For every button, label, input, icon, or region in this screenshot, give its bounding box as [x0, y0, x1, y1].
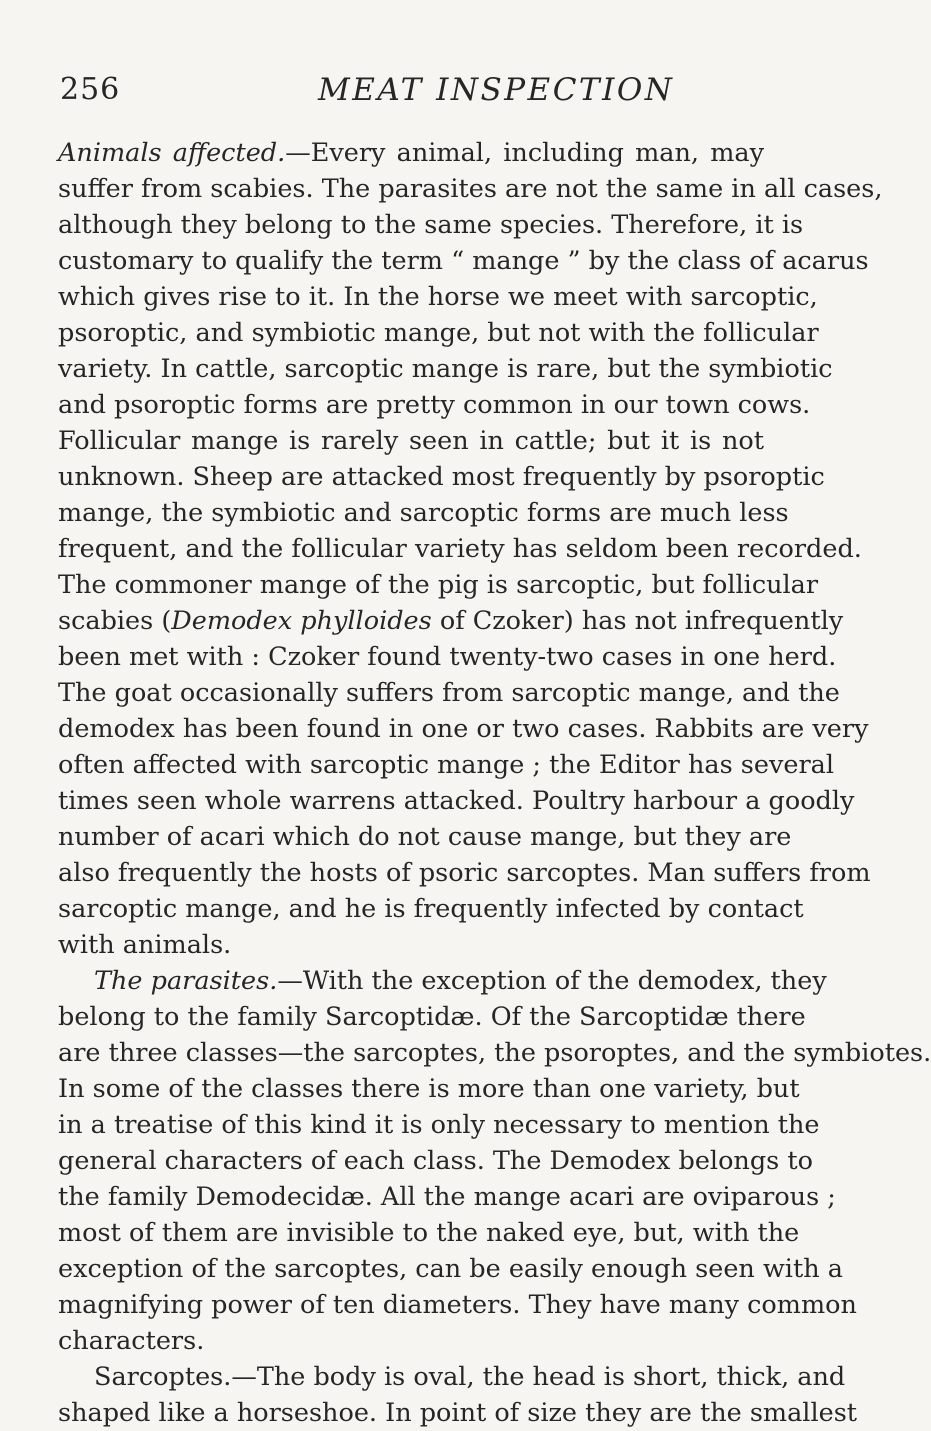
text-run: psoroptic, and symbiotic mange, but not with the follicular — [58, 318, 819, 348]
text-run: with animals. — [58, 930, 232, 960]
text-line — [58, 855, 871, 891]
text-run: customary to qualify the term “ mange ” by the class of acarus — [58, 246, 869, 276]
text-line — [58, 819, 792, 855]
text-line — [58, 1143, 813, 1179]
text-run: general characters of each class. The Demodex belongs to — [58, 1146, 813, 1176]
text-line — [58, 351, 833, 387]
text-line — [58, 387, 811, 423]
text-run: Sarcoptes.—The body is oval, the head is short, thick, and — [94, 1362, 846, 1392]
text-run: although they belong to the same species. Therefore, it is — [58, 210, 804, 240]
text-line — [58, 1179, 836, 1215]
text-line — [58, 1287, 857, 1323]
text-line — [58, 423, 764, 459]
text-line — [58, 1107, 820, 1143]
body-text — [58, 135, 931, 1431]
paragraph — [58, 963, 931, 1359]
text-run: —Every animal, including man, may — [285, 138, 765, 168]
text-run: most of them are invisible to the naked eye, but, with the — [58, 1218, 800, 1248]
text-line — [58, 891, 804, 927]
paragraph — [58, 135, 883, 963]
text-run: sarcoptic mange, and he is frequently infected by contact — [58, 894, 804, 924]
text-line — [58, 459, 825, 495]
text-line — [58, 603, 844, 639]
text-run: In some of the classes there is more than one variety, but — [58, 1074, 800, 1104]
text-run: the family Demodecidæ. All the mange acari are oviparous ; — [58, 1182, 836, 1212]
text-line — [58, 1071, 800, 1107]
text-line — [58, 783, 855, 819]
text-run: demodex has been found in one or two cases. Rabbits are very — [58, 714, 869, 744]
text-run: are three classes—the sarcoptes, the psoroptes, and the symbiotes. — [58, 1038, 931, 1068]
text-line — [58, 279, 818, 315]
text-run: scabies ( — [58, 606, 172, 636]
text-line — [58, 675, 840, 711]
text-line — [58, 243, 869, 279]
text-run: which gives rise to it. In the horse we meet with sarcoptic, — [58, 282, 818, 312]
text-run: suffer from scabies. The parasites are not the same in all cases, — [58, 174, 883, 204]
text-line — [58, 315, 819, 351]
text-run: Follicular mange is rarely seen in cattle; but it is not — [58, 426, 764, 456]
text-line — [58, 747, 835, 783]
paragraph — [58, 1359, 858, 1431]
text-run: magnifying power of ten diameters. They have many common — [58, 1290, 857, 1320]
text-run: belong to the family Sarcoptidæ. Of the Sarcoptidæ there — [58, 1002, 806, 1032]
text-run: shaped like a horseshoe. In point of size they are the smallest — [58, 1398, 858, 1428]
text-line — [58, 711, 869, 747]
text-run: The commoner mange of the pig is sarcoptic, but follicular — [58, 570, 819, 600]
text-run: —With the exception of the demodex, they — [277, 966, 827, 996]
text-line — [58, 1035, 931, 1071]
text-line — [58, 1323, 764, 1359]
text-line — [58, 495, 789, 531]
text-line — [58, 567, 819, 603]
text-line — [58, 1215, 800, 1251]
text-line — [58, 639, 837, 675]
text-line — [58, 1251, 843, 1287]
text-line — [58, 135, 764, 171]
text-run: of Czoker) has not infrequently — [431, 606, 844, 636]
running-head: MEAT INSPECTION — [318, 72, 675, 108]
italic-text: Animals affected. — [58, 138, 286, 168]
text-run: been met with : Czoker found twenty-two cases in one herd. — [58, 642, 837, 672]
text-run: frequent, and the follicular variety has seldom been recorded. — [58, 534, 862, 564]
text-run: also frequently the hosts of psoric sarcoptes. Man suffers from — [58, 858, 871, 888]
text-line — [58, 171, 883, 207]
text-line — [58, 1395, 858, 1431]
text-line — [58, 927, 764, 963]
text-run: variety. In cattle, sarcoptic mange is rare, but the symbiotic — [58, 354, 833, 384]
text-line — [58, 1359, 846, 1395]
text-run: and psoroptic forms are pretty common in our town cows. — [58, 390, 811, 420]
page-header — [0, 72, 800, 122]
text-run: exception of the sarcoptes, can be easily enough seen with a — [58, 1254, 843, 1284]
text-run: in a treatise of this kind it is only necessary to mention the — [58, 1110, 820, 1140]
italic-text: The parasites. — [94, 966, 278, 996]
text-run: unknown. Sheep are attacked most frequently by psoroptic — [58, 462, 825, 492]
text-run: times seen whole warrens attacked. Poultry harbour a goodly — [58, 786, 855, 816]
italic-text: Demodex phylloides — [171, 606, 432, 636]
text-run: mange, the symbiotic and sarcoptic forms are much less — [58, 498, 789, 528]
text-line — [58, 531, 862, 567]
text-run: characters. — [58, 1326, 205, 1356]
page-number: 256 — [60, 72, 121, 107]
text-run: The goat occasionally suffers from sarcoptic mange, and the — [58, 678, 840, 708]
text-line — [58, 207, 804, 243]
text-run: number of acari which do not cause mange, but they are — [58, 822, 792, 852]
text-run: often affected with sarcoptic mange ; the Editor has several — [58, 750, 835, 780]
text-line — [58, 999, 806, 1035]
text-line — [58, 963, 827, 999]
